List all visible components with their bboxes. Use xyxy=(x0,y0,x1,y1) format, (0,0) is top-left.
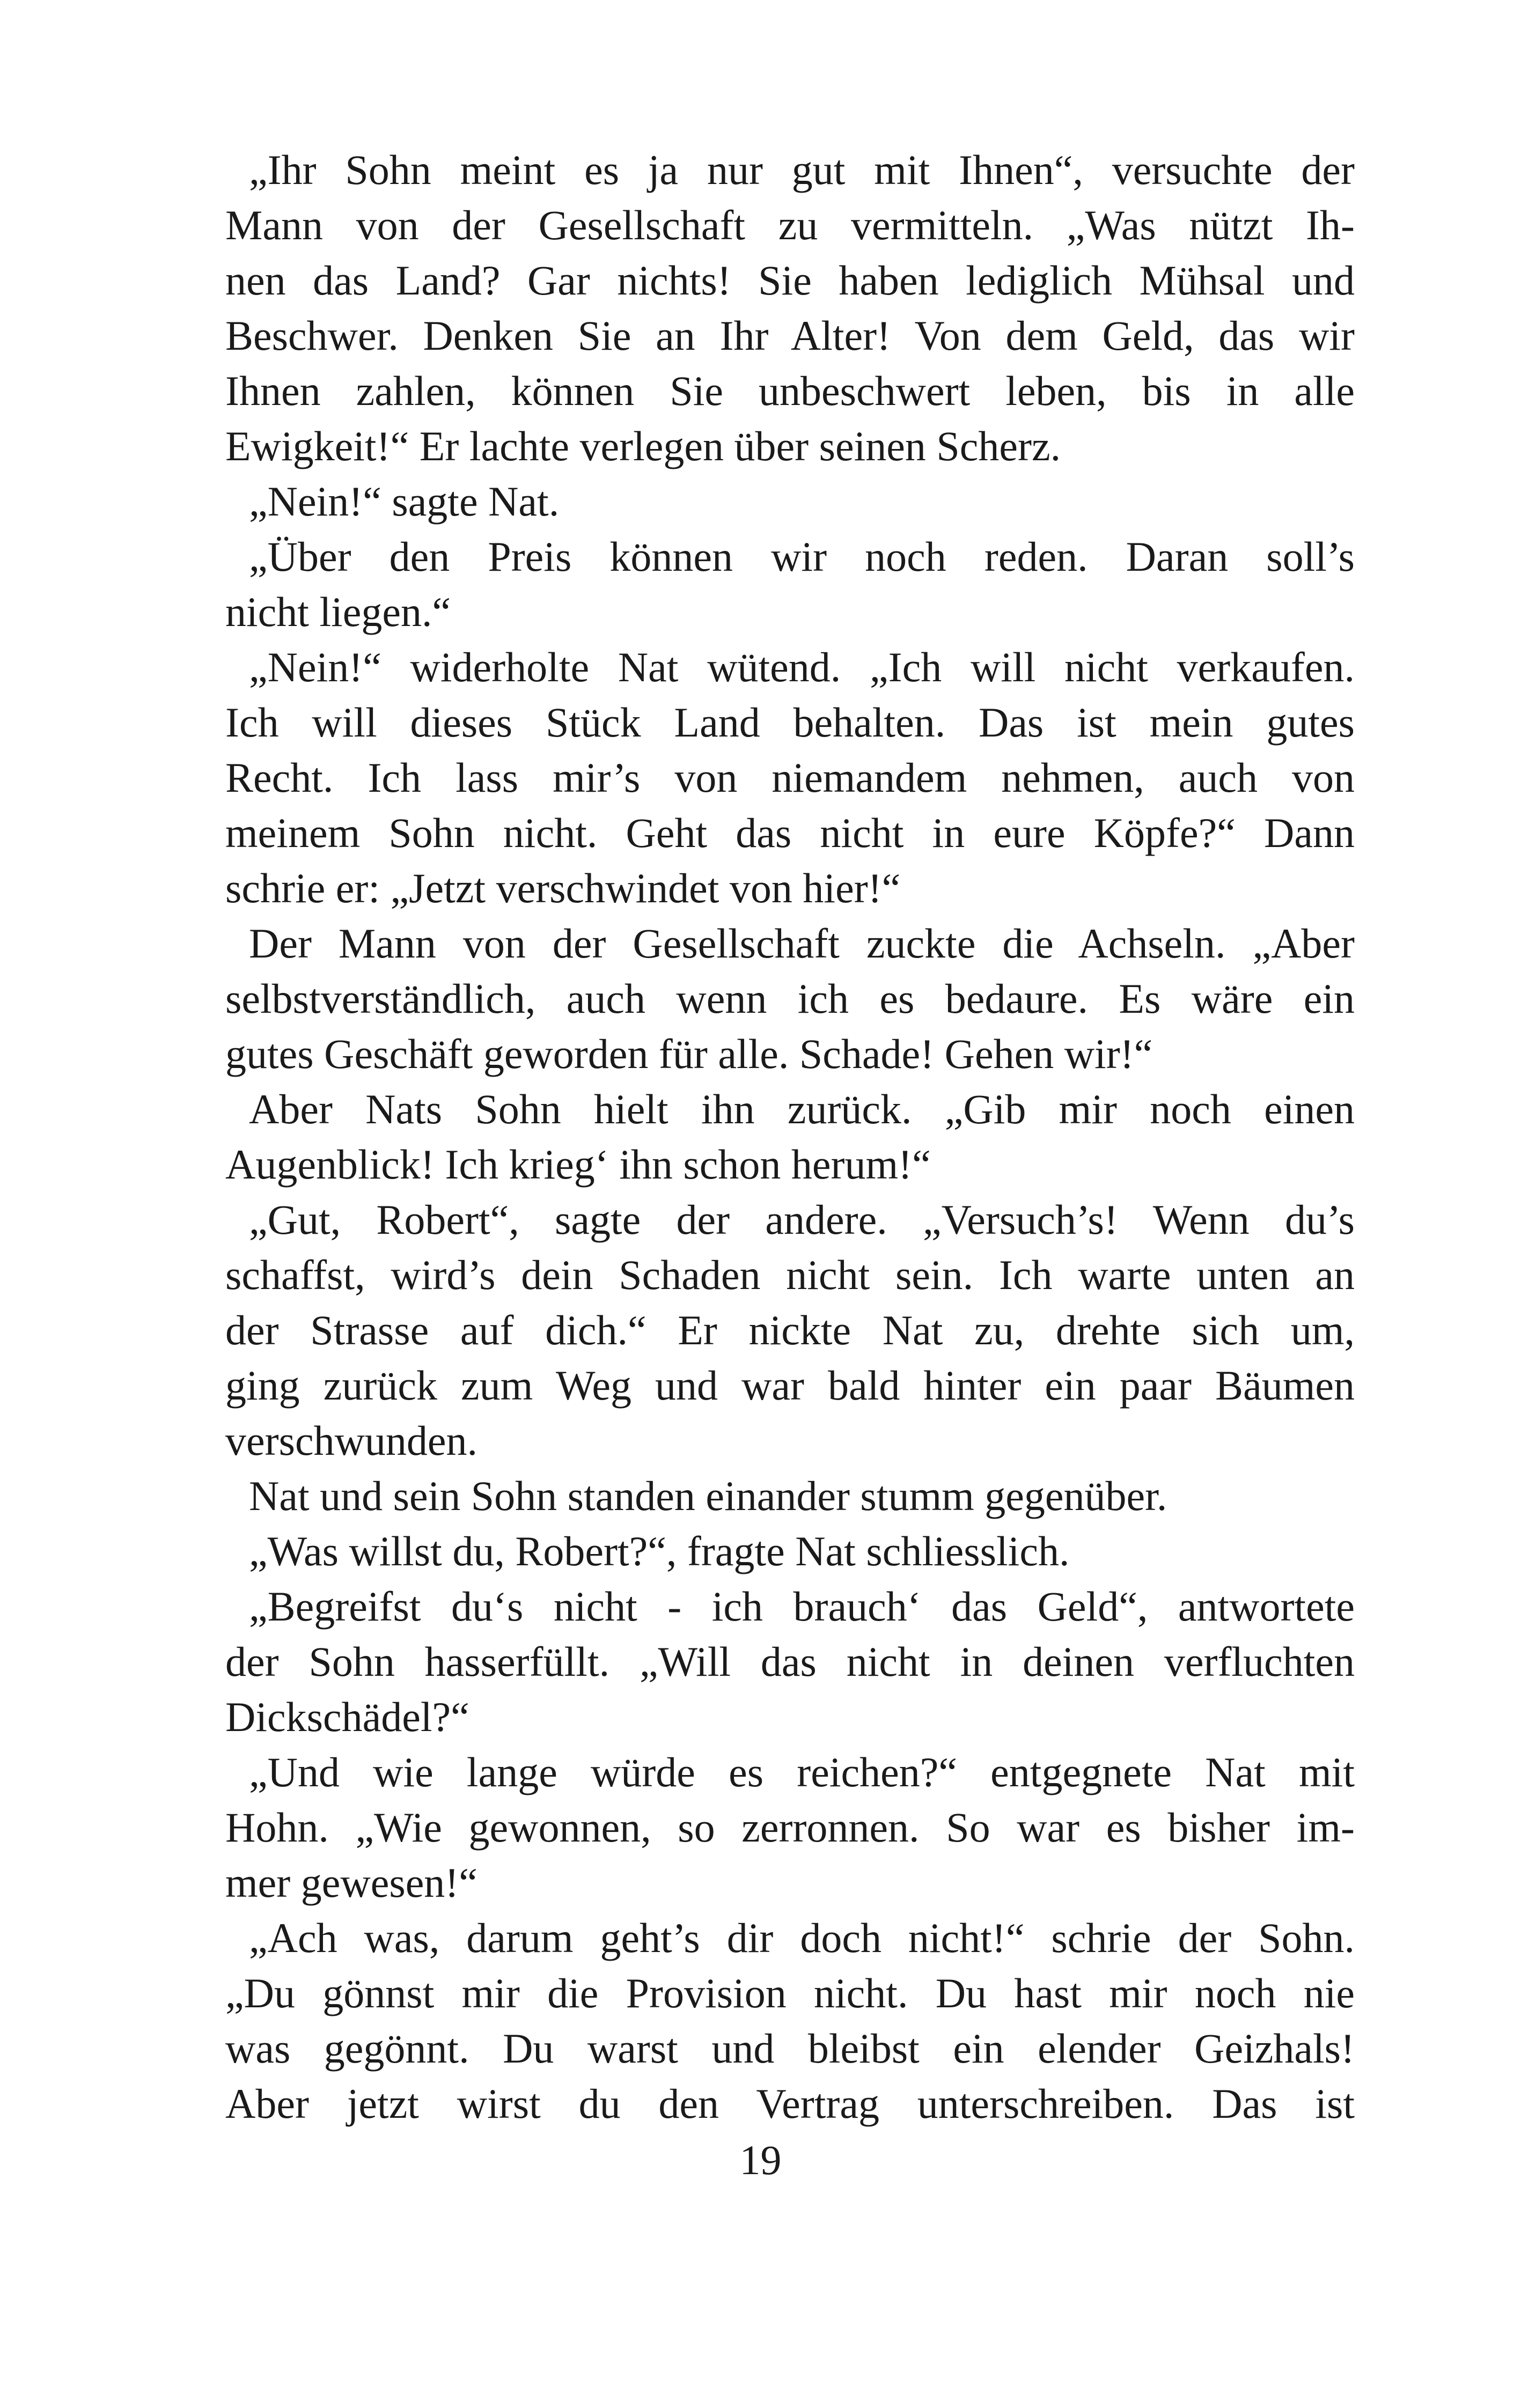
text-line: Aber Nats Sohn hielt ihn zurück. „Gib mir noch einen xyxy=(249,1086,1355,1132)
text-line: meinem Sohn nicht. Geht das nicht in eure Köpfe?“ Dann xyxy=(225,809,1355,856)
text-line: Aber jetzt wirst du den Vertrag unterschreiben. Das ist xyxy=(225,2080,1355,2127)
text-line: Der Mann von der Gesellschaft zuckte die Achseln. „Aber xyxy=(249,920,1355,967)
text-line: Ich will dieses Stück Land behalten. Das ist mein gutes xyxy=(225,699,1355,746)
text-line: „Nein!“ widerholte Nat wütend. „Ich will nicht verkaufen. xyxy=(249,644,1355,690)
text-line: verschwunden. xyxy=(225,1417,478,1464)
text-line: „Gut, Robert“, sagte der andere. „Versuch’s! Wenn du’s xyxy=(249,1196,1355,1243)
text-line: „Was willst du, Robert?“, fragte Nat schliesslich. xyxy=(249,1528,1070,1574)
text-line: gutes Geschäft geworden für alle. Schade! Gehen wir!“ xyxy=(225,1030,1153,1077)
page-number: 19 xyxy=(739,2137,782,2183)
text-line: selbstverständlich, auch wenn ich es bedaure. Es wäre ein xyxy=(225,975,1355,1022)
text-line: der Sohn hasserfüllt. „Will das nicht in deinen verfluchten xyxy=(225,1638,1355,1685)
text-line: Augenblick! Ich krieg‘ ihn schon herum!“ xyxy=(225,1141,931,1188)
text-line: schaffst, wird’s dein Schaden nicht sein. Ich warte unten an xyxy=(225,1251,1355,1298)
text-line: Nat und sein Sohn standen einander stumm gegenüber. xyxy=(249,1472,1167,1519)
text-line: was gegönnt. Du warst und bleibst ein elender Geizhals! xyxy=(225,2025,1355,2072)
text-line: Hohn. „Wie gewonnen, so zerronnen. So war es bisher im- xyxy=(225,1804,1355,1851)
text-line: „Begreifst du‘s nicht - ich brauch‘ das Geld“, antwortete xyxy=(249,1583,1355,1630)
text-line: „Über den Preis können wir noch reden. Daran soll’s xyxy=(249,533,1355,580)
text-line: „Ach was, darum geht’s dir doch nicht!“ schrie der Sohn. xyxy=(249,1914,1355,1961)
text-line: „Und wie lange würde es reichen?“ entgegnete Nat mit xyxy=(249,1749,1355,1795)
text-line: „Nein!“ sagte Nat. xyxy=(249,478,560,525)
text-line: Beschwer. Denken Sie an Ihr Alter! Von dem Geld, das wir xyxy=(225,312,1355,359)
body-text xyxy=(225,142,1355,2131)
text-line: ging zurück zum Weg und war bald hinter ein paar Bäumen xyxy=(225,1362,1355,1409)
text-line: nen das Land? Gar nichts! Sie haben lediglich Mühsal und xyxy=(225,257,1355,304)
text-line: nicht liegen.“ xyxy=(225,588,451,635)
text-line: „Du gönnst mir die Provision nicht. Du hast mir noch nie xyxy=(225,1970,1355,2016)
text-line: Dickschädel?“ xyxy=(225,1693,469,1740)
text-line: schrie er: „Jetzt verschwindet von hier!“ xyxy=(225,865,901,911)
text-line: Ihnen zahlen, können Sie unbeschwert leben, bis in alle xyxy=(225,367,1355,414)
text-line: Mann von der Gesellschaft zu vermitteln. „Was nützt Ih- xyxy=(225,202,1355,248)
text-line: der Strasse auf dich.“ Er nickte Nat zu, drehte sich um, xyxy=(225,1307,1355,1353)
text-line: „Ihr Sohn meint es ja nur gut mit Ihnen“, versuchte der xyxy=(249,146,1355,193)
text-line: Recht. Ich lass mir’s von niemandem nehmen, auch von xyxy=(225,754,1355,801)
text-line: Ewigkeit!“ Er lachte verlegen über seinen Scherz. xyxy=(225,423,1061,469)
text-line: mer gewesen!“ xyxy=(225,1859,477,1906)
